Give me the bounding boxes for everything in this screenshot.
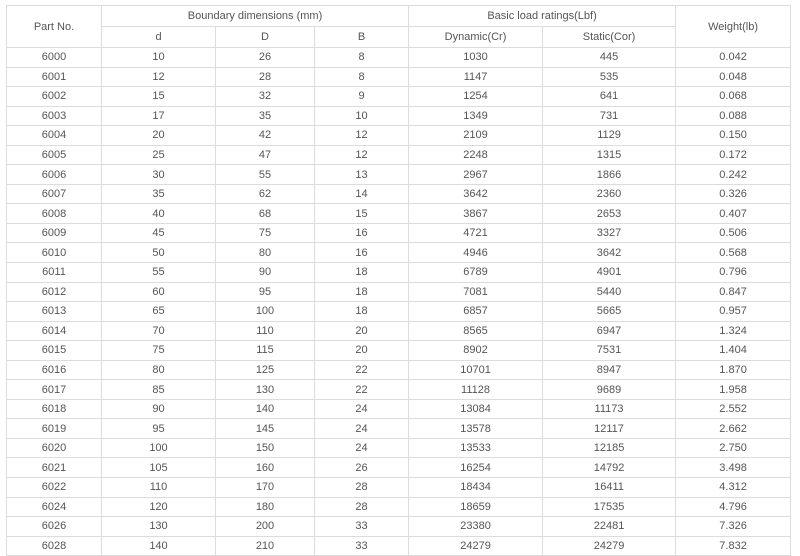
cell-weight: 0.506 <box>676 223 791 243</box>
cell-d: 50 <box>102 243 216 263</box>
cell-d: 95 <box>102 419 216 439</box>
cell-part-no: 6019 <box>7 419 102 439</box>
cell-weight: 0.088 <box>676 106 791 126</box>
table-row <box>7 360 791 380</box>
cell-d: 55 <box>102 263 216 283</box>
cell-outer-d: 140 <box>216 399 315 419</box>
cell-outer-d: 75 <box>216 223 315 243</box>
cell-d: 75 <box>102 341 216 361</box>
cell-outer-d: 90 <box>216 263 315 283</box>
cell-static: 3642 <box>543 243 676 263</box>
cell-weight: 1.324 <box>676 321 791 341</box>
cell-weight: 7.832 <box>676 536 791 556</box>
bearing-spec-table <box>6 5 791 556</box>
cell-static: 8947 <box>543 360 676 380</box>
cell-part-no: 6011 <box>7 263 102 283</box>
header-d: d <box>102 27 216 48</box>
table-row <box>7 341 791 361</box>
cell-d: 100 <box>102 438 216 458</box>
cell-static: 641 <box>543 87 676 107</box>
cell-weight: 1.958 <box>676 380 791 400</box>
cell-d: 120 <box>102 497 216 517</box>
cell-static: 9689 <box>543 380 676 400</box>
cell-part-no: 6014 <box>7 321 102 341</box>
cell-weight: 3.498 <box>676 458 791 478</box>
table-row <box>7 87 791 107</box>
cell-d: 40 <box>102 204 216 224</box>
cell-dynamic: 6857 <box>409 302 543 322</box>
cell-dynamic: 24279 <box>409 536 543 556</box>
cell-static: 14792 <box>543 458 676 478</box>
header-basic-load-ratings: Basic load ratings(Lbf) <box>409 6 676 27</box>
cell-outer-d: 200 <box>216 517 315 537</box>
cell-static: 3327 <box>543 223 676 243</box>
table-row <box>7 380 791 400</box>
cell-weight: 0.048 <box>676 67 791 87</box>
cell-d: 70 <box>102 321 216 341</box>
cell-b: 22 <box>315 380 409 400</box>
cell-static: 2653 <box>543 204 676 224</box>
cell-static: 22481 <box>543 517 676 537</box>
cell-d: 30 <box>102 165 216 185</box>
cell-b: 33 <box>315 517 409 537</box>
cell-dynamic: 1349 <box>409 106 543 126</box>
header-b: B <box>315 27 409 48</box>
cell-static: 7531 <box>543 341 676 361</box>
cell-part-no: 6015 <box>7 341 102 361</box>
cell-part-no: 6022 <box>7 478 102 498</box>
cell-outer-d: 160 <box>216 458 315 478</box>
cell-b: 20 <box>315 341 409 361</box>
cell-d: 12 <box>102 67 216 87</box>
cell-b: 10 <box>315 106 409 126</box>
cell-part-no: 6018 <box>7 399 102 419</box>
cell-dynamic: 8565 <box>409 321 543 341</box>
cell-part-no: 6016 <box>7 360 102 380</box>
cell-static: 2360 <box>543 184 676 204</box>
header-outer-d: D <box>216 27 315 48</box>
table-row <box>7 302 791 322</box>
header-static: Static(Cor) <box>543 27 676 48</box>
cell-part-no: 6004 <box>7 126 102 146</box>
cell-static: 445 <box>543 48 676 68</box>
cell-outer-d: 125 <box>216 360 315 380</box>
cell-dynamic: 2248 <box>409 145 543 165</box>
cell-dynamic: 2109 <box>409 126 543 146</box>
cell-d: 65 <box>102 302 216 322</box>
cell-dynamic: 13533 <box>409 438 543 458</box>
cell-part-no: 6028 <box>7 536 102 556</box>
table-row <box>7 282 791 302</box>
cell-b: 18 <box>315 282 409 302</box>
cell-static: 12117 <box>543 419 676 439</box>
cell-b: 9 <box>315 87 409 107</box>
cell-dynamic: 13578 <box>409 419 543 439</box>
table-row <box>7 126 791 146</box>
cell-static: 12185 <box>543 438 676 458</box>
cell-part-no: 6005 <box>7 145 102 165</box>
cell-dynamic: 1254 <box>409 87 543 107</box>
cell-outer-d: 110 <box>216 321 315 341</box>
cell-static: 16411 <box>543 478 676 498</box>
cell-b: 24 <box>315 438 409 458</box>
cell-dynamic: 13084 <box>409 399 543 419</box>
cell-outer-d: 28 <box>216 67 315 87</box>
cell-static: 731 <box>543 106 676 126</box>
cell-part-no: 6009 <box>7 223 102 243</box>
cell-weight: 1.870 <box>676 360 791 380</box>
cell-weight: 4.312 <box>676 478 791 498</box>
cell-b: 28 <box>315 478 409 498</box>
cell-d: 130 <box>102 517 216 537</box>
cell-static: 1315 <box>543 145 676 165</box>
cell-weight: 2.552 <box>676 399 791 419</box>
cell-d: 45 <box>102 223 216 243</box>
cell-b: 16 <box>315 223 409 243</box>
cell-d: 25 <box>102 145 216 165</box>
cell-part-no: 6001 <box>7 67 102 87</box>
cell-static: 1129 <box>543 126 676 146</box>
cell-b: 13 <box>315 165 409 185</box>
cell-static: 6947 <box>543 321 676 341</box>
cell-static: 4901 <box>543 263 676 283</box>
cell-d: 105 <box>102 458 216 478</box>
cell-b: 24 <box>315 419 409 439</box>
cell-outer-d: 95 <box>216 282 315 302</box>
cell-part-no: 6012 <box>7 282 102 302</box>
cell-b: 16 <box>315 243 409 263</box>
table-row <box>7 478 791 498</box>
cell-part-no: 6020 <box>7 438 102 458</box>
cell-dynamic: 16254 <box>409 458 543 478</box>
cell-weight: 4.796 <box>676 497 791 517</box>
cell-outer-d: 68 <box>216 204 315 224</box>
cell-outer-d: 55 <box>216 165 315 185</box>
cell-outer-d: 80 <box>216 243 315 263</box>
cell-outer-d: 35 <box>216 106 315 126</box>
cell-weight: 0.172 <box>676 145 791 165</box>
cell-weight: 0.042 <box>676 48 791 68</box>
cell-b: 12 <box>315 145 409 165</box>
table-row <box>7 399 791 419</box>
table-row <box>7 106 791 126</box>
cell-weight: 0.150 <box>676 126 791 146</box>
cell-b: 15 <box>315 204 409 224</box>
cell-part-no: 6000 <box>7 48 102 68</box>
cell-weight: 0.847 <box>676 282 791 302</box>
cell-static: 1866 <box>543 165 676 185</box>
cell-outer-d: 210 <box>216 536 315 556</box>
cell-dynamic: 2967 <box>409 165 543 185</box>
cell-weight: 0.407 <box>676 204 791 224</box>
table-row <box>7 67 791 87</box>
cell-weight: 0.568 <box>676 243 791 263</box>
table-row <box>7 48 791 68</box>
cell-static: 5665 <box>543 302 676 322</box>
header-dynamic: Dynamic(Cr) <box>409 27 543 48</box>
cell-dynamic: 10701 <box>409 360 543 380</box>
cell-dynamic: 11128 <box>409 380 543 400</box>
cell-b: 28 <box>315 497 409 517</box>
table-row <box>7 145 791 165</box>
cell-static: 11173 <box>543 399 676 419</box>
cell-weight: 0.796 <box>676 263 791 283</box>
table-row <box>7 184 791 204</box>
cell-part-no: 6010 <box>7 243 102 263</box>
cell-outer-d: 26 <box>216 48 315 68</box>
header-weight: Weight(lb) <box>676 6 791 48</box>
cell-dynamic: 1147 <box>409 67 543 87</box>
table-row <box>7 497 791 517</box>
cell-outer-d: 115 <box>216 341 315 361</box>
cell-dynamic: 3867 <box>409 204 543 224</box>
cell-b: 33 <box>315 536 409 556</box>
cell-outer-d: 47 <box>216 145 315 165</box>
cell-part-no: 6008 <box>7 204 102 224</box>
cell-outer-d: 150 <box>216 438 315 458</box>
table-row <box>7 223 791 243</box>
cell-d: 90 <box>102 399 216 419</box>
cell-b: 8 <box>315 48 409 68</box>
cell-dynamic: 23380 <box>409 517 543 537</box>
header-part-no: Part No. <box>7 6 102 48</box>
cell-outer-d: 180 <box>216 497 315 517</box>
cell-weight: 1.404 <box>676 341 791 361</box>
cell-part-no: 6002 <box>7 87 102 107</box>
cell-weight: 2.662 <box>676 419 791 439</box>
cell-part-no: 6026 <box>7 517 102 537</box>
cell-d: 20 <box>102 126 216 146</box>
cell-d: 35 <box>102 184 216 204</box>
table-row <box>7 263 791 283</box>
cell-dynamic: 1030 <box>409 48 543 68</box>
cell-dynamic: 3642 <box>409 184 543 204</box>
cell-part-no: 6017 <box>7 380 102 400</box>
cell-d: 110 <box>102 478 216 498</box>
table-body <box>7 48 791 556</box>
table-row <box>7 204 791 224</box>
cell-b: 12 <box>315 126 409 146</box>
cell-outer-d: 42 <box>216 126 315 146</box>
cell-weight: 2.750 <box>676 438 791 458</box>
cell-weight: 0.068 <box>676 87 791 107</box>
cell-d: 60 <box>102 282 216 302</box>
cell-dynamic: 7081 <box>409 282 543 302</box>
cell-b: 24 <box>315 399 409 419</box>
table-row <box>7 517 791 537</box>
table-row <box>7 419 791 439</box>
cell-dynamic: 4721 <box>409 223 543 243</box>
cell-part-no: 6021 <box>7 458 102 478</box>
table-row <box>7 165 791 185</box>
cell-d: 140 <box>102 536 216 556</box>
cell-static: 535 <box>543 67 676 87</box>
cell-b: 14 <box>315 184 409 204</box>
cell-outer-d: 100 <box>216 302 315 322</box>
cell-weight: 0.957 <box>676 302 791 322</box>
cell-dynamic: 8902 <box>409 341 543 361</box>
cell-d: 80 <box>102 360 216 380</box>
cell-part-no: 6007 <box>7 184 102 204</box>
cell-b: 18 <box>315 302 409 322</box>
cell-weight: 7.326 <box>676 517 791 537</box>
cell-outer-d: 145 <box>216 419 315 439</box>
cell-b: 22 <box>315 360 409 380</box>
cell-d: 85 <box>102 380 216 400</box>
cell-part-no: 6006 <box>7 165 102 185</box>
cell-b: 20 <box>315 321 409 341</box>
cell-outer-d: 130 <box>216 380 315 400</box>
cell-static: 24279 <box>543 536 676 556</box>
cell-weight: 0.326 <box>676 184 791 204</box>
cell-d: 10 <box>102 48 216 68</box>
cell-static: 17535 <box>543 497 676 517</box>
cell-dynamic: 4946 <box>409 243 543 263</box>
table-row <box>7 321 791 341</box>
cell-d: 15 <box>102 87 216 107</box>
cell-static: 5440 <box>543 282 676 302</box>
table-row <box>7 458 791 478</box>
table-row <box>7 536 791 556</box>
cell-dynamic: 18659 <box>409 497 543 517</box>
table-row <box>7 438 791 458</box>
cell-outer-d: 170 <box>216 478 315 498</box>
cell-dynamic: 6789 <box>409 263 543 283</box>
cell-outer-d: 32 <box>216 87 315 107</box>
cell-outer-d: 62 <box>216 184 315 204</box>
cell-part-no: 6013 <box>7 302 102 322</box>
cell-dynamic: 18434 <box>409 478 543 498</box>
cell-part-no: 6024 <box>7 497 102 517</box>
cell-b: 8 <box>315 67 409 87</box>
cell-weight: 0.242 <box>676 165 791 185</box>
cell-d: 17 <box>102 106 216 126</box>
cell-b: 26 <box>315 458 409 478</box>
header-boundary-dimensions: Boundary dimensions (mm) <box>102 6 409 27</box>
cell-b: 18 <box>315 263 409 283</box>
cell-part-no: 6003 <box>7 106 102 126</box>
table-row <box>7 243 791 263</box>
